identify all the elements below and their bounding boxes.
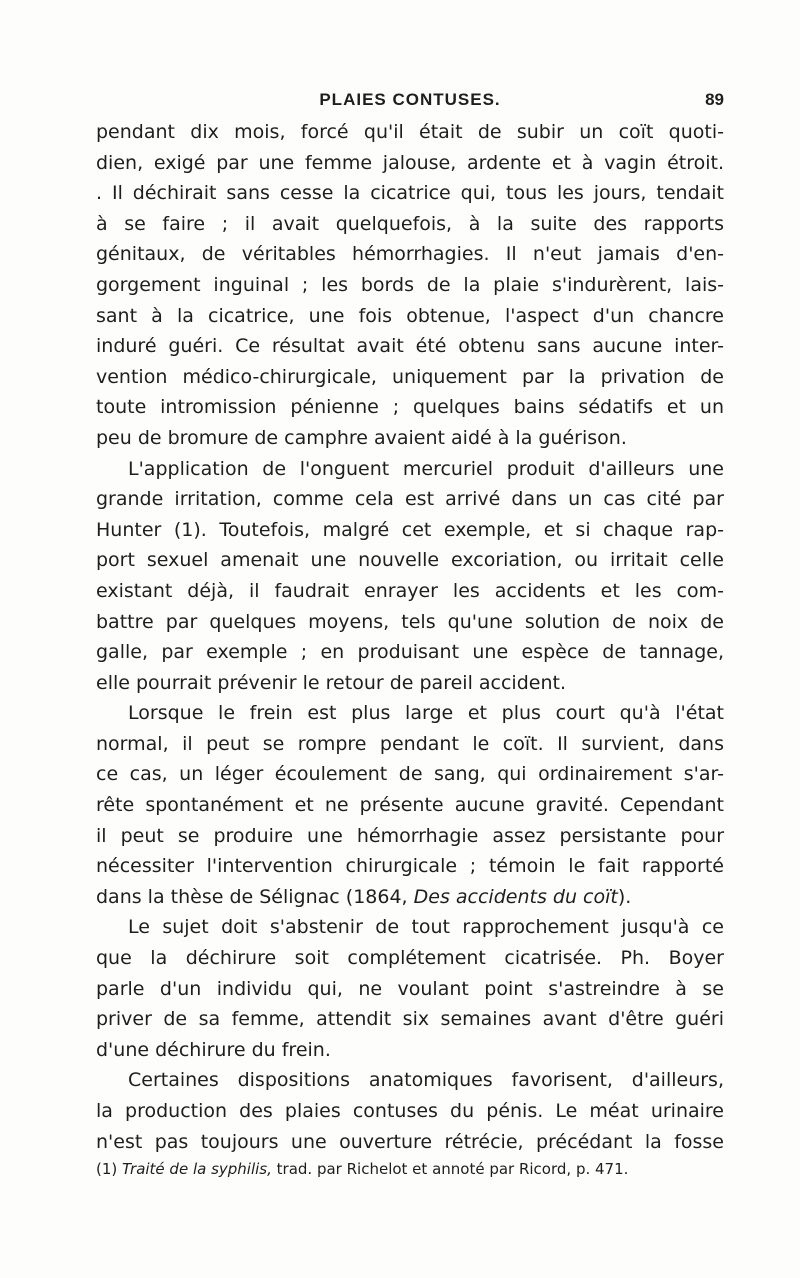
text-line: il peut se produire une hémorrhagie assez persistante pour — [96, 824, 724, 847]
running-title: PLAIES CONTUSES. — [319, 90, 501, 109]
text-line: induré guéri. Ce résultat avait été obtenu sans aucune inter- — [96, 335, 724, 358]
body-text — [96, 117, 724, 1157]
footnote — [96, 1160, 724, 1178]
text-line: toute intromission pénienne ; quelques bains sédatifs et un — [96, 396, 724, 419]
text-line: Le sujet doit s'abstenir de tout rapprochement jusqu'à ce — [128, 916, 724, 939]
text-line: priver de sa femme, attendit six semaines avant d'être guéri — [96, 1008, 724, 1031]
text-line: nécessiter l'intervention chirurgicale ; témoin le fait rapporté — [96, 855, 724, 878]
text-line: génitaux, de véritables hémorrhagies. Il n'eut jamais d'en- — [96, 243, 724, 266]
text-line: d'une déchirure du frein. — [96, 1038, 331, 1061]
text-line: gorgement inguinal ; les bords de la plaie s'indurèrent, lais- — [96, 273, 724, 296]
text-line: que la déchirure soit complétement cicatrisée. Ph. Boyer — [96, 947, 724, 970]
page-number: 89 — [705, 90, 724, 109]
text-line: galle, par exemple ; en produisant une espèce de tannage, — [96, 641, 724, 664]
text-line: existant déjà, il faudrait enrayer les accidents et les com- — [96, 579, 724, 602]
page-header — [96, 90, 724, 114]
text-line: ce cas, un léger écoulement de sang, qui ordinairement s'ar- — [96, 763, 724, 786]
text-line: n'est pas toujours une ouverture rétrécie, précédant la fosse — [96, 1130, 724, 1153]
text-line: Certaines dispositions anatomiques favorisent, d'ailleurs, — [128, 1069, 724, 1092]
text-line: L'application de l'onguent mercuriel produit d'ailleurs une — [128, 457, 724, 480]
text-line: Lorsque le frein est plus large et plus court qu'à l'état — [128, 702, 724, 725]
text-line: dans la thèse de Sélignac (1864, Des accidents du coït). — [96, 885, 632, 908]
text-line: normal, il peut se rompre pendant le coït. Il survient, dans — [96, 732, 724, 755]
footnote-text: trad. par Richelot et annoté par Ricord, p. 471. — [276, 1160, 629, 1178]
text-line: peu de bromure de camphre avaient aidé à la guérison. — [96, 426, 627, 449]
text-line: battre par quelques moyens, tels qu'une solution de noix de — [96, 610, 724, 633]
text-line: à se faire ; il avait quelquefois, à la suite des rapports — [96, 212, 724, 235]
text-line: la production des plaies contuses du pénis. Le méat urinaire — [96, 1100, 724, 1122]
text-line: Hunter (1). Toutefois, malgré cet exemple, et si chaque rap- — [96, 518, 724, 541]
text-line: rête spontanément et ne présente aucune gravité. Cependant — [96, 794, 724, 817]
text-line: port sexuel amenait une nouvelle excoriation, ou irritait celle — [96, 549, 724, 572]
text-line: vention médico-chirurgicale, uniquement par la privation de — [96, 365, 724, 388]
text-line: . Il déchirait sans cesse la cicatrice qui, tous les jours, tendait — [96, 182, 724, 205]
footnote-title: Traité de la syphilis, — [122, 1160, 272, 1178]
text-line: parle d'un individu qui, ne voulant point s'astreindre à se — [96, 977, 724, 1000]
text-line: grande irritation, comme cela est arrivé dans un cas cité par — [96, 488, 724, 511]
text-line: dien, exigé par une femme jalouse, ardente et à vagin étroit. — [96, 151, 724, 174]
footnote-marker: (1) — [96, 1160, 118, 1178]
text-line: elle pourrait prévenir le retour de pareil accident. — [96, 671, 566, 694]
text-line: pendant dix mois, forcé qu'il était de subir un coït quoti- — [96, 121, 724, 143]
text-line: sant à la cicatrice, une fois obtenue, l'aspect d'un chancre — [96, 304, 724, 327]
